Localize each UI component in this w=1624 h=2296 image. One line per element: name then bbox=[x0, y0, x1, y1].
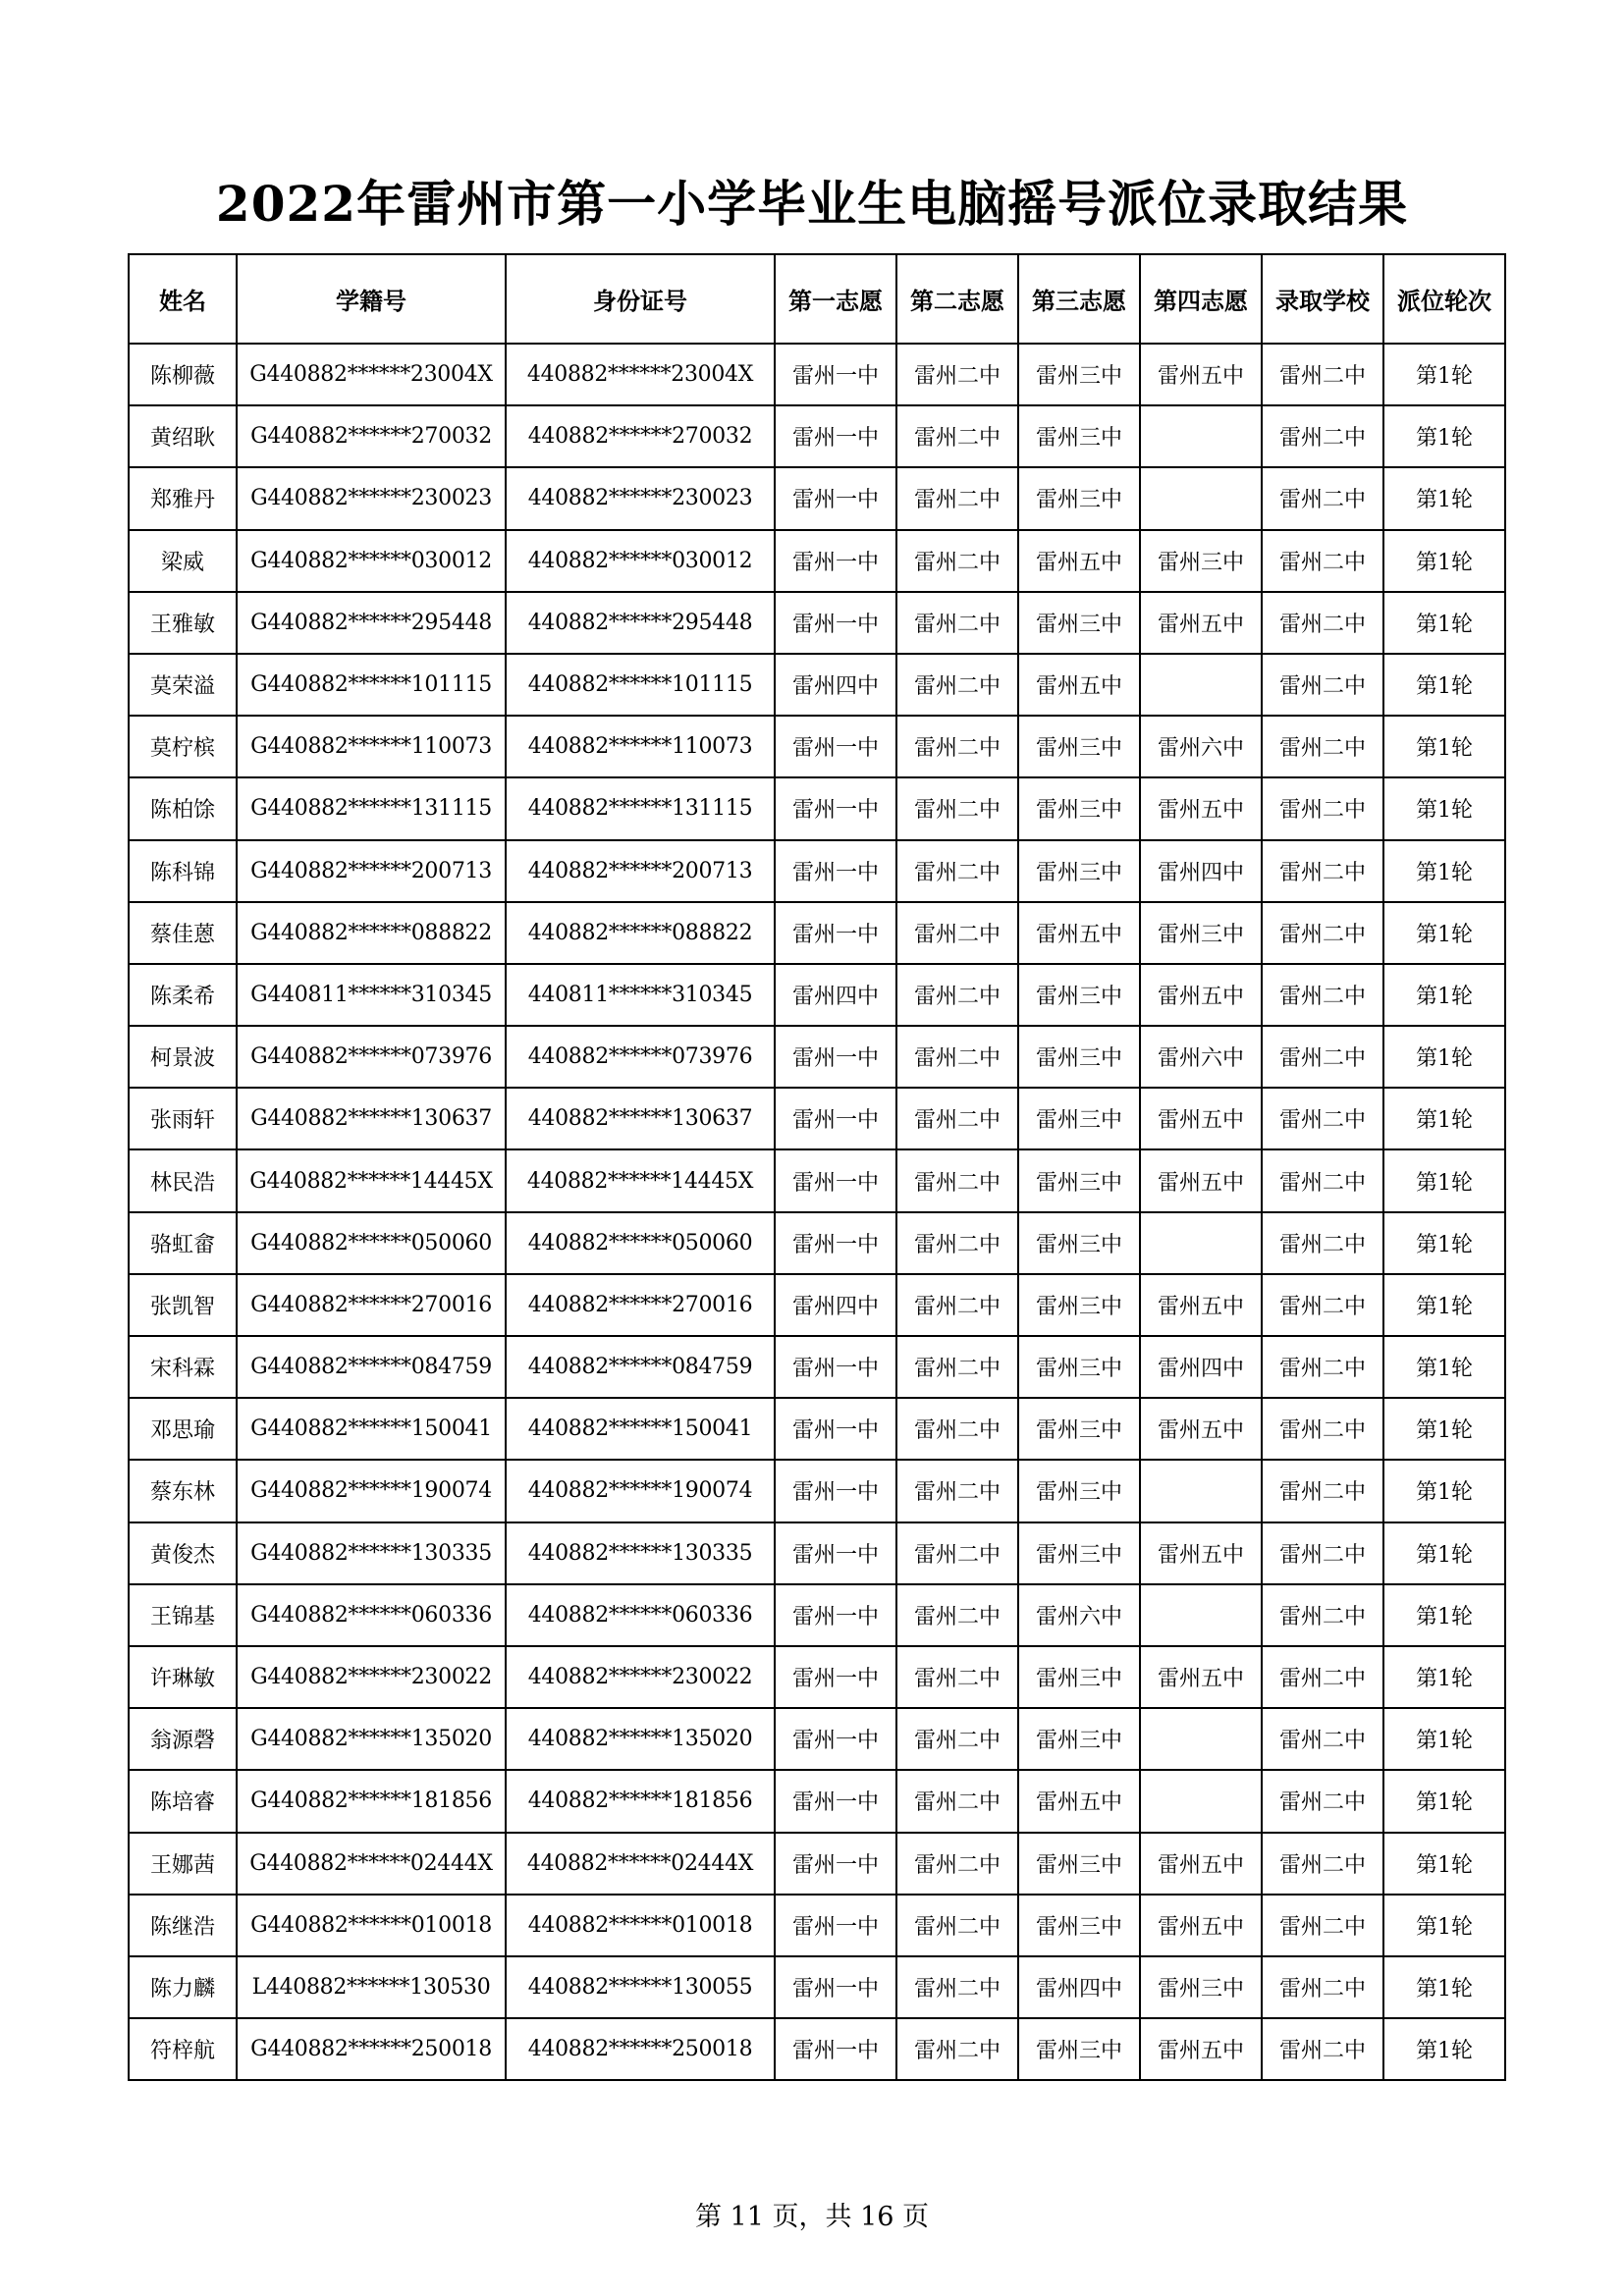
choice-2: 雷州二中 bbox=[896, 1770, 1018, 1832]
allocation-round: 第1轮 bbox=[1383, 467, 1505, 529]
table-row bbox=[129, 840, 1505, 902]
allocation-round: 第1轮 bbox=[1383, 344, 1505, 405]
choice-2: 雷州二中 bbox=[896, 405, 1018, 467]
student-name: 符梓航 bbox=[129, 2018, 237, 2080]
table-row bbox=[129, 1833, 1505, 1895]
student-id: G440882******190074 bbox=[237, 1460, 506, 1522]
table-row bbox=[129, 1212, 1505, 1274]
choice-4 bbox=[1140, 1584, 1262, 1646]
table-row bbox=[129, 1274, 1505, 1336]
choice-3: 雷州三中 bbox=[1018, 1149, 1140, 1211]
choice-4: 雷州五中 bbox=[1140, 1522, 1262, 1584]
choice-4: 雷州三中 bbox=[1140, 902, 1262, 964]
choice-1: 雷州一中 bbox=[775, 716, 896, 777]
choice-2: 雷州二中 bbox=[896, 1398, 1018, 1460]
admitted-school: 雷州二中 bbox=[1262, 902, 1383, 964]
id-number: 440882******130335 bbox=[506, 1522, 775, 1584]
column-header-choice-2: 第二志愿 bbox=[896, 254, 1018, 344]
choice-1: 雷州一中 bbox=[775, 1149, 896, 1211]
student-name: 陈柏馀 bbox=[129, 777, 237, 839]
student-name: 林民浩 bbox=[129, 1149, 237, 1211]
choice-4: 雷州四中 bbox=[1140, 840, 1262, 902]
choice-3: 雷州三中 bbox=[1018, 344, 1140, 405]
allocation-round: 第1轮 bbox=[1383, 530, 1505, 592]
choice-3: 雷州五中 bbox=[1018, 530, 1140, 592]
id-number: 440882******130055 bbox=[506, 1956, 775, 2018]
choice-1: 雷州一中 bbox=[775, 467, 896, 529]
student-name: 王锦基 bbox=[129, 1584, 237, 1646]
choice-4: 雷州五中 bbox=[1140, 1274, 1262, 1336]
choice-2: 雷州二中 bbox=[896, 1584, 1018, 1646]
choice-2: 雷州二中 bbox=[896, 344, 1018, 405]
allocation-round: 第1轮 bbox=[1383, 1274, 1505, 1336]
table-row bbox=[129, 2018, 1505, 2080]
choice-4 bbox=[1140, 1212, 1262, 1274]
student-id: G440882******270016 bbox=[237, 1274, 506, 1336]
choice-3: 雷州三中 bbox=[1018, 405, 1140, 467]
admitted-school: 雷州二中 bbox=[1262, 405, 1383, 467]
student-name: 郑雅丹 bbox=[129, 467, 237, 529]
student-id: G440882******110073 bbox=[237, 716, 506, 777]
allocation-round: 第1轮 bbox=[1383, 592, 1505, 654]
choice-2: 雷州二中 bbox=[896, 1026, 1018, 1088]
choice-3: 雷州三中 bbox=[1018, 467, 1140, 529]
allocation-round: 第1轮 bbox=[1383, 2018, 1505, 2080]
table-row bbox=[129, 1956, 1505, 2018]
choice-1: 雷州四中 bbox=[775, 654, 896, 716]
choice-1: 雷州一中 bbox=[775, 1584, 896, 1646]
student-id: G440882******073976 bbox=[237, 1026, 506, 1088]
allocation-round: 第1轮 bbox=[1383, 1212, 1505, 1274]
choice-2: 雷州二中 bbox=[896, 1708, 1018, 1770]
choice-1: 雷州一中 bbox=[775, 592, 896, 654]
choice-1: 雷州一中 bbox=[775, 1833, 896, 1895]
student-name: 王雅敏 bbox=[129, 592, 237, 654]
choice-1: 雷州一中 bbox=[775, 2018, 896, 2080]
choice-2: 雷州二中 bbox=[896, 716, 1018, 777]
column-header-choice-3: 第三志愿 bbox=[1018, 254, 1140, 344]
id-number: 440882******150041 bbox=[506, 1398, 775, 1460]
allocation-round: 第1轮 bbox=[1383, 1460, 1505, 1522]
id-number: 440882******130637 bbox=[506, 1088, 775, 1149]
choice-4: 雷州五中 bbox=[1140, 592, 1262, 654]
allocation-round: 第1轮 bbox=[1383, 1708, 1505, 1770]
student-id: G440882******295448 bbox=[237, 592, 506, 654]
choice-3: 雷州三中 bbox=[1018, 1088, 1140, 1149]
admitted-school: 雷州二中 bbox=[1262, 1708, 1383, 1770]
table-row bbox=[129, 1895, 1505, 1956]
choice-4 bbox=[1140, 1770, 1262, 1832]
student-id: G440882******088822 bbox=[237, 902, 506, 964]
table-row bbox=[129, 467, 1505, 529]
student-id: G440882******060336 bbox=[237, 1584, 506, 1646]
student-name: 陈培睿 bbox=[129, 1770, 237, 1832]
choice-3: 雷州五中 bbox=[1018, 1770, 1140, 1832]
choice-4 bbox=[1140, 654, 1262, 716]
student-id: G440882******010018 bbox=[237, 1895, 506, 1956]
table-row bbox=[129, 1460, 1505, 1522]
choice-3: 雷州三中 bbox=[1018, 1708, 1140, 1770]
choice-3: 雷州三中 bbox=[1018, 592, 1140, 654]
choice-1: 雷州一中 bbox=[775, 1522, 896, 1584]
choice-1: 雷州一中 bbox=[775, 1088, 896, 1149]
choice-4: 雷州六中 bbox=[1140, 716, 1262, 777]
choice-3: 雷州三中 bbox=[1018, 840, 1140, 902]
student-id: G440882******150041 bbox=[237, 1398, 506, 1460]
choice-4: 雷州五中 bbox=[1140, 1088, 1262, 1149]
choice-1: 雷州一中 bbox=[775, 1398, 896, 1460]
admitted-school: 雷州二中 bbox=[1262, 1460, 1383, 1522]
id-number: 440882******270032 bbox=[506, 405, 775, 467]
choice-3: 雷州三中 bbox=[1018, 1398, 1140, 1460]
choice-2: 雷州二中 bbox=[896, 530, 1018, 592]
admission-results-table bbox=[128, 253, 1506, 2081]
table-row bbox=[129, 530, 1505, 592]
choice-2: 雷州二中 bbox=[896, 1149, 1018, 1211]
choice-2: 雷州二中 bbox=[896, 1212, 1018, 1274]
choice-4: 雷州五中 bbox=[1140, 964, 1262, 1026]
choice-1: 雷州四中 bbox=[775, 964, 896, 1026]
id-number: 440882******200713 bbox=[506, 840, 775, 902]
student-name: 陈柳薇 bbox=[129, 344, 237, 405]
choice-2: 雷州二中 bbox=[896, 1522, 1018, 1584]
student-id: G440882******084759 bbox=[237, 1336, 506, 1398]
choice-2: 雷州二中 bbox=[896, 840, 1018, 902]
student-name: 张凯智 bbox=[129, 1274, 237, 1336]
choice-1: 雷州一中 bbox=[775, 1956, 896, 2018]
choice-4: 雷州五中 bbox=[1140, 1646, 1262, 1708]
allocation-round: 第1轮 bbox=[1383, 1895, 1505, 1956]
id-number: 440882******02444X bbox=[506, 1833, 775, 1895]
table-row bbox=[129, 716, 1505, 777]
choice-3: 雷州三中 bbox=[1018, 1895, 1140, 1956]
table-row bbox=[129, 654, 1505, 716]
choice-1: 雷州一中 bbox=[775, 1895, 896, 1956]
student-name: 骆虹畲 bbox=[129, 1212, 237, 1274]
column-header-id-number: 身份证号 bbox=[506, 254, 775, 344]
allocation-round: 第1轮 bbox=[1383, 840, 1505, 902]
admitted-school: 雷州二中 bbox=[1262, 344, 1383, 405]
choice-1: 雷州一中 bbox=[775, 1026, 896, 1088]
choice-1: 雷州一中 bbox=[775, 777, 896, 839]
allocation-round: 第1轮 bbox=[1383, 777, 1505, 839]
choice-2: 雷州二中 bbox=[896, 2018, 1018, 2080]
student-id: G440882******130637 bbox=[237, 1088, 506, 1149]
column-header-admitted-school: 录取学校 bbox=[1262, 254, 1383, 344]
choice-4: 雷州五中 bbox=[1140, 344, 1262, 405]
table-row bbox=[129, 1026, 1505, 1088]
admitted-school: 雷州二中 bbox=[1262, 1522, 1383, 1584]
admitted-school: 雷州二中 bbox=[1262, 716, 1383, 777]
table-row bbox=[129, 344, 1505, 405]
choice-1: 雷州一中 bbox=[775, 1646, 896, 1708]
choice-3: 雷州三中 bbox=[1018, 1274, 1140, 1336]
student-id: G440882******250018 bbox=[237, 2018, 506, 2080]
admitted-school: 雷州二中 bbox=[1262, 1956, 1383, 2018]
id-number: 440882******190074 bbox=[506, 1460, 775, 1522]
allocation-round: 第1轮 bbox=[1383, 716, 1505, 777]
student-name: 柯景波 bbox=[129, 1026, 237, 1088]
table-row bbox=[129, 902, 1505, 964]
id-number: 440882******250018 bbox=[506, 2018, 775, 2080]
admitted-school: 雷州二中 bbox=[1262, 467, 1383, 529]
table-row bbox=[129, 1336, 1505, 1398]
allocation-round: 第1轮 bbox=[1383, 902, 1505, 964]
choice-1: 雷州一中 bbox=[775, 530, 896, 592]
choice-3: 雷州三中 bbox=[1018, 777, 1140, 839]
choice-2: 雷州二中 bbox=[896, 964, 1018, 1026]
student-id: G440882******135020 bbox=[237, 1708, 506, 1770]
allocation-round: 第1轮 bbox=[1383, 1956, 1505, 2018]
choice-1: 雷州一中 bbox=[775, 1460, 896, 1522]
student-id: G440882******230023 bbox=[237, 467, 506, 529]
admitted-school: 雷州二中 bbox=[1262, 1833, 1383, 1895]
choice-4: 雷州三中 bbox=[1140, 530, 1262, 592]
page-footer: 第 11 页，共 16 页 bbox=[694, 2202, 930, 2232]
id-number: 440882******030012 bbox=[506, 530, 775, 592]
choice-2: 雷州二中 bbox=[896, 1274, 1018, 1336]
admitted-school: 雷州二中 bbox=[1262, 1770, 1383, 1832]
choice-3: 雷州三中 bbox=[1018, 964, 1140, 1026]
column-header-choice-4: 第四志愿 bbox=[1140, 254, 1262, 344]
choice-3: 雷州六中 bbox=[1018, 1584, 1140, 1646]
allocation-round: 第1轮 bbox=[1383, 1646, 1505, 1708]
student-name: 翁源磬 bbox=[129, 1708, 237, 1770]
admitted-school: 雷州二中 bbox=[1262, 777, 1383, 839]
choice-2: 雷州二中 bbox=[896, 1088, 1018, 1149]
choice-3: 雷州三中 bbox=[1018, 1833, 1140, 1895]
choice-1: 雷州一中 bbox=[775, 1336, 896, 1398]
admitted-school: 雷州二中 bbox=[1262, 1274, 1383, 1336]
choice-4: 雷州五中 bbox=[1140, 2018, 1262, 2080]
choice-2: 雷州二中 bbox=[896, 1956, 1018, 2018]
table-row bbox=[129, 592, 1505, 654]
id-number: 440882******088822 bbox=[506, 902, 775, 964]
id-number: 440882******073976 bbox=[506, 1026, 775, 1088]
choice-3: 雷州三中 bbox=[1018, 1026, 1140, 1088]
student-name: 王娜茜 bbox=[129, 1833, 237, 1895]
student-name: 邓思瑜 bbox=[129, 1398, 237, 1460]
id-number: 440882******110073 bbox=[506, 716, 775, 777]
allocation-round: 第1轮 bbox=[1383, 1398, 1505, 1460]
admitted-school: 雷州二中 bbox=[1262, 1149, 1383, 1211]
choice-3: 雷州三中 bbox=[1018, 1522, 1140, 1584]
student-id: G440882******181856 bbox=[237, 1770, 506, 1832]
admitted-school: 雷州二中 bbox=[1262, 1336, 1383, 1398]
allocation-round: 第1轮 bbox=[1383, 1522, 1505, 1584]
admitted-school: 雷州二中 bbox=[1262, 654, 1383, 716]
admitted-school: 雷州二中 bbox=[1262, 530, 1383, 592]
allocation-round: 第1轮 bbox=[1383, 405, 1505, 467]
student-id: G440882******030012 bbox=[237, 530, 506, 592]
table-row bbox=[129, 777, 1505, 839]
table-header-row bbox=[129, 254, 1505, 344]
choice-3: 雷州五中 bbox=[1018, 654, 1140, 716]
student-name: 许琳敏 bbox=[129, 1646, 237, 1708]
student-name: 黄绍耿 bbox=[129, 405, 237, 467]
admitted-school: 雷州二中 bbox=[1262, 1646, 1383, 1708]
student-id: G440811******310345 bbox=[237, 964, 506, 1026]
choice-4 bbox=[1140, 467, 1262, 529]
choice-1: 雷州一中 bbox=[775, 405, 896, 467]
admitted-school: 雷州二中 bbox=[1262, 1088, 1383, 1149]
student-name: 陈力麟 bbox=[129, 1956, 237, 2018]
id-number: 440811******310345 bbox=[506, 964, 775, 1026]
table-row bbox=[129, 964, 1505, 1026]
choice-4: 雷州三中 bbox=[1140, 1956, 1262, 2018]
table-row bbox=[129, 1646, 1505, 1708]
choice-2: 雷州二中 bbox=[896, 1833, 1018, 1895]
choice-1: 雷州一中 bbox=[775, 1770, 896, 1832]
id-number: 440882******135020 bbox=[506, 1708, 775, 1770]
choice-3: 雷州五中 bbox=[1018, 902, 1140, 964]
allocation-round: 第1轮 bbox=[1383, 1336, 1505, 1398]
admitted-school: 雷州二中 bbox=[1262, 1026, 1383, 1088]
student-id: G440882******270032 bbox=[237, 405, 506, 467]
allocation-round: 第1轮 bbox=[1383, 654, 1505, 716]
id-number: 440882******010018 bbox=[506, 1895, 775, 1956]
student-name: 黄俊杰 bbox=[129, 1522, 237, 1584]
student-id: G440882******230022 bbox=[237, 1646, 506, 1708]
choice-1: 雷州四中 bbox=[775, 1274, 896, 1336]
column-header-student-id: 学籍号 bbox=[237, 254, 506, 344]
table-row bbox=[129, 405, 1505, 467]
choice-4: 雷州五中 bbox=[1140, 1895, 1262, 1956]
student-name: 蔡东林 bbox=[129, 1460, 237, 1522]
choice-1: 雷州一中 bbox=[775, 344, 896, 405]
table-row bbox=[129, 1770, 1505, 1832]
table-row bbox=[129, 1398, 1505, 1460]
allocation-round: 第1轮 bbox=[1383, 1833, 1505, 1895]
student-name: 宋科霖 bbox=[129, 1336, 237, 1398]
choice-3: 雷州三中 bbox=[1018, 1646, 1140, 1708]
admitted-school: 雷州二中 bbox=[1262, 1584, 1383, 1646]
student-name: 陈柔希 bbox=[129, 964, 237, 1026]
choice-4 bbox=[1140, 405, 1262, 467]
admitted-school: 雷州二中 bbox=[1262, 1398, 1383, 1460]
id-number: 440882******230023 bbox=[506, 467, 775, 529]
choice-3: 雷州三中 bbox=[1018, 1212, 1140, 1274]
admitted-school: 雷州二中 bbox=[1262, 964, 1383, 1026]
choice-4: 雷州六中 bbox=[1140, 1026, 1262, 1088]
id-number: 440882******23004X bbox=[506, 344, 775, 405]
id-number: 440882******060336 bbox=[506, 1584, 775, 1646]
student-id: L440882******130530 bbox=[237, 1956, 506, 2018]
column-header-choice-1: 第一志愿 bbox=[775, 254, 896, 344]
allocation-round: 第1轮 bbox=[1383, 964, 1505, 1026]
allocation-round: 第1轮 bbox=[1383, 1584, 1505, 1646]
student-id: G440882******14445X bbox=[237, 1149, 506, 1211]
choice-2: 雷州二中 bbox=[896, 654, 1018, 716]
page-title: 2022年雷州市第一小学毕业生电脑摇号派位录取结果 bbox=[215, 175, 1409, 233]
choice-2: 雷州二中 bbox=[896, 467, 1018, 529]
student-id: G440882******200713 bbox=[237, 840, 506, 902]
student-id: G440882******23004X bbox=[237, 344, 506, 405]
allocation-round: 第1轮 bbox=[1383, 1088, 1505, 1149]
student-name: 蔡佳蒽 bbox=[129, 902, 237, 964]
choice-3: 雷州三中 bbox=[1018, 1460, 1140, 1522]
choice-4: 雷州五中 bbox=[1140, 1398, 1262, 1460]
id-number: 440882******14445X bbox=[506, 1149, 775, 1211]
student-id: G440882******131115 bbox=[237, 777, 506, 839]
id-number: 440882******230022 bbox=[506, 1646, 775, 1708]
choice-4 bbox=[1140, 1708, 1262, 1770]
choice-4 bbox=[1140, 1460, 1262, 1522]
table-row bbox=[129, 1088, 1505, 1149]
student-id: G440882******130335 bbox=[237, 1522, 506, 1584]
choice-3: 雷州四中 bbox=[1018, 1956, 1140, 2018]
student-name: 梁威 bbox=[129, 530, 237, 592]
choice-2: 雷州二中 bbox=[896, 1646, 1018, 1708]
allocation-round: 第1轮 bbox=[1383, 1770, 1505, 1832]
admitted-school: 雷州二中 bbox=[1262, 1895, 1383, 1956]
column-header-round: 派位轮次 bbox=[1383, 254, 1505, 344]
id-number: 440882******295448 bbox=[506, 592, 775, 654]
choice-2: 雷州二中 bbox=[896, 1336, 1018, 1398]
column-header-name: 姓名 bbox=[129, 254, 237, 344]
id-number: 440882******131115 bbox=[506, 777, 775, 839]
choice-2: 雷州二中 bbox=[896, 902, 1018, 964]
id-number: 440882******270016 bbox=[506, 1274, 775, 1336]
choice-4: 雷州四中 bbox=[1140, 1336, 1262, 1398]
choice-2: 雷州二中 bbox=[896, 592, 1018, 654]
choice-2: 雷州二中 bbox=[896, 1460, 1018, 1522]
student-name: 莫荣溢 bbox=[129, 654, 237, 716]
choice-3: 雷州三中 bbox=[1018, 2018, 1140, 2080]
choice-4: 雷州五中 bbox=[1140, 777, 1262, 839]
table-row bbox=[129, 1149, 1505, 1211]
student-name: 陈科锦 bbox=[129, 840, 237, 902]
id-number: 440882******101115 bbox=[506, 654, 775, 716]
id-number: 440882******181856 bbox=[506, 1770, 775, 1832]
student-name: 莫柠槟 bbox=[129, 716, 237, 777]
admitted-school: 雷州二中 bbox=[1262, 840, 1383, 902]
choice-2: 雷州二中 bbox=[896, 777, 1018, 839]
student-id: G440882******02444X bbox=[237, 1833, 506, 1895]
id-number: 440882******084759 bbox=[506, 1336, 775, 1398]
choice-2: 雷州二中 bbox=[896, 1895, 1018, 1956]
admitted-school: 雷州二中 bbox=[1262, 2018, 1383, 2080]
admitted-school: 雷州二中 bbox=[1262, 1212, 1383, 1274]
table-row bbox=[129, 1522, 1505, 1584]
choice-4: 雷州五中 bbox=[1140, 1149, 1262, 1211]
id-number: 440882******050060 bbox=[506, 1212, 775, 1274]
table-row bbox=[129, 1584, 1505, 1646]
table-row bbox=[129, 1708, 1505, 1770]
choice-1: 雷州一中 bbox=[775, 1708, 896, 1770]
student-name: 陈继浩 bbox=[129, 1895, 237, 1956]
choice-4: 雷州五中 bbox=[1140, 1833, 1262, 1895]
choice-1: 雷州一中 bbox=[775, 840, 896, 902]
student-id: G440882******101115 bbox=[237, 654, 506, 716]
choice-3: 雷州三中 bbox=[1018, 1336, 1140, 1398]
choice-3: 雷州三中 bbox=[1018, 716, 1140, 777]
choice-1: 雷州一中 bbox=[775, 1212, 896, 1274]
student-id: G440882******050060 bbox=[237, 1212, 506, 1274]
choice-1: 雷州一中 bbox=[775, 902, 896, 964]
allocation-round: 第1轮 bbox=[1383, 1149, 1505, 1211]
admitted-school: 雷州二中 bbox=[1262, 592, 1383, 654]
allocation-round: 第1轮 bbox=[1383, 1026, 1505, 1088]
student-name: 张雨轩 bbox=[129, 1088, 237, 1149]
